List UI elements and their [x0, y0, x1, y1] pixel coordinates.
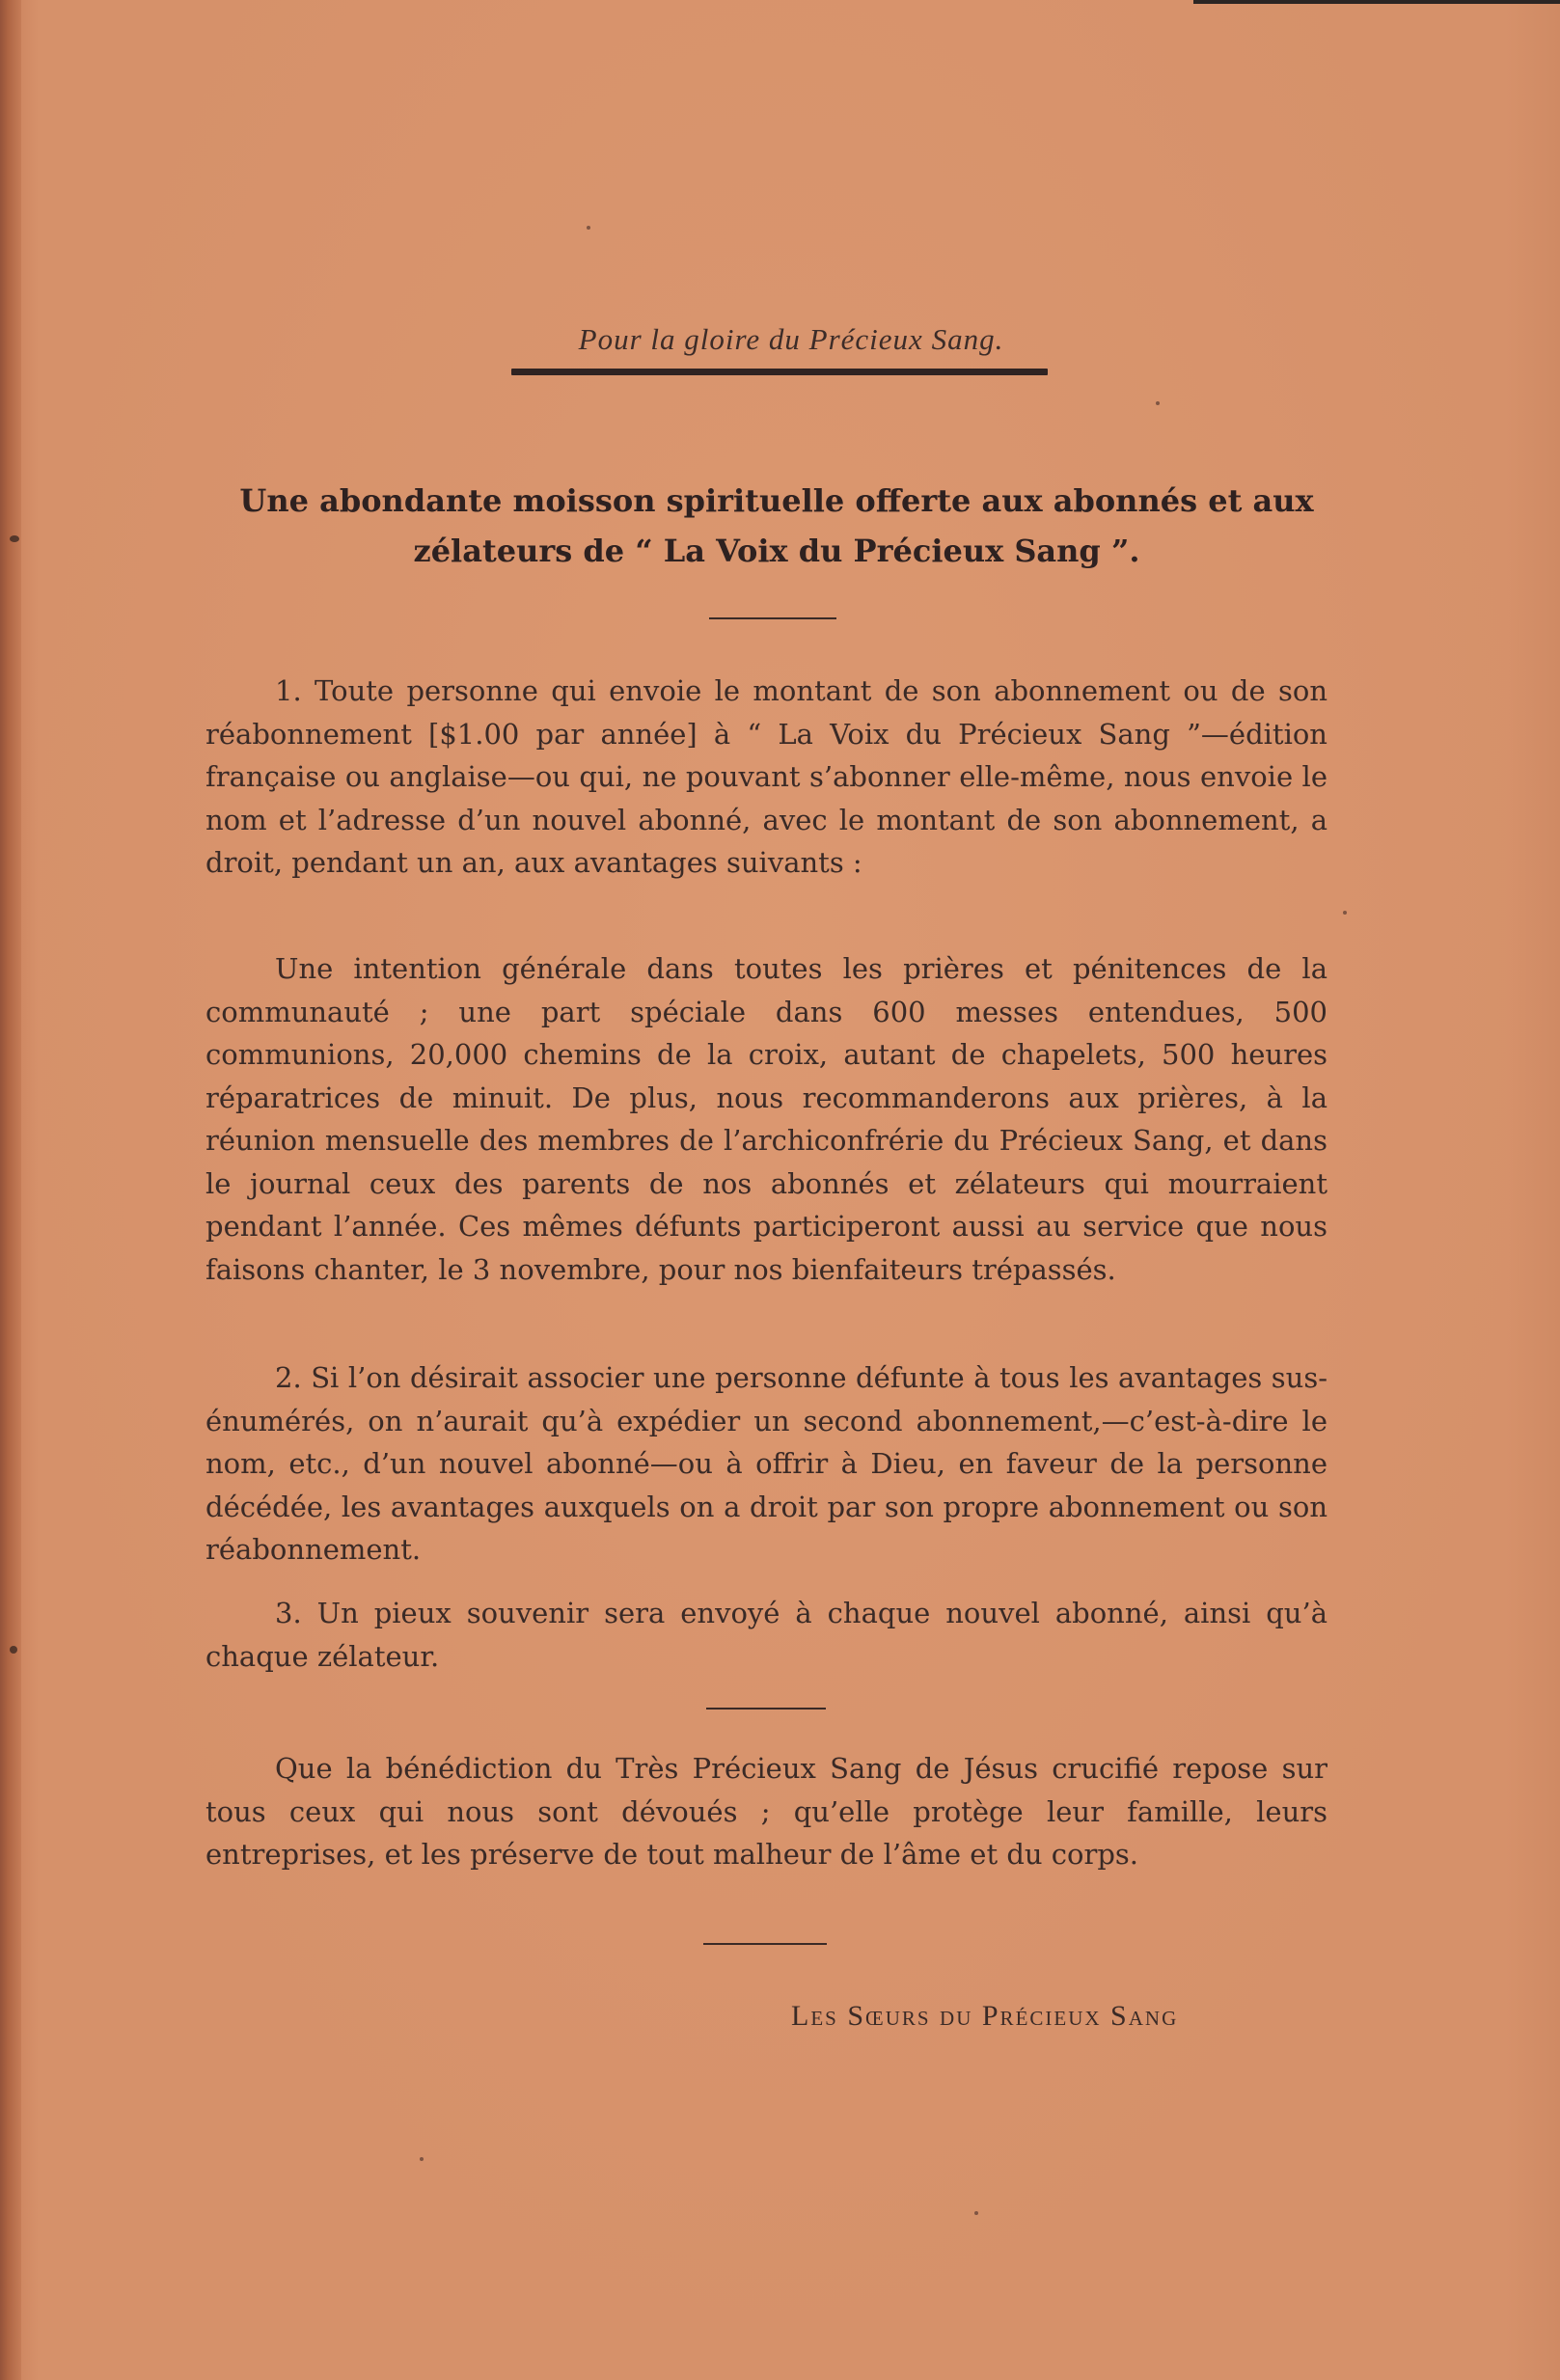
title-line-2: zélateurs de “ La Voix du Précieux Sang ”. [413, 533, 1140, 569]
paragraph-3: 2. Si l’on désirait associer une personne défunte à tous les avantages sus-énumérés, on n’aurait qu’à expédier un second abonnement,—c’est-à-dire le nom, etc., d’un nouvel abonné—ou à offrir à Dieu, en faveur de la personne décédée, les avantages auxquels on a droit par son propre abonnement ou son réabonnement. [205, 1361, 1327, 1566]
paper-speck [1156, 401, 1160, 405]
paragraph-1-block [205, 670, 1327, 885]
paragraph-2: Une intention générale dans toutes les prières et pénitences de la communauté ; une part spéciale dans 600 messes entendues, 500 communions, 20,000 chemins de la croix, autant de chapelets, 500 heures réparatrices de minuit. De plus, nous recommanderons aux prières, à la réunion mensuelle des membres de l’archiconfrérie du Précieux Sang, et dans le journal ceux des parents de nos abonnés et zélateurs qui mourraient pendant l’année. Ces mêmes défunts participeront aussi au service que nous faisons chanter, le 3 novembre, pour nos bienfaiteurs trépassés. [205, 952, 1327, 1286]
paper-speck [420, 2157, 424, 2161]
section-divider-3 [703, 1943, 827, 1945]
paragraph-5: Que la bénédiction du Très Précieux Sang de Jésus crucifié repose sur tous ceux qui nous sont dévoués ; qu’elle protège leur famille, leurs entreprises, et les préserve de tout malheur de l’âme et du corps. [205, 1752, 1327, 1871]
binding-mark [10, 535, 19, 542]
section-divider-2 [706, 1708, 826, 1710]
paper-speck [974, 2211, 978, 2215]
paragraph-4-block [205, 1592, 1327, 1678]
paper-speck [587, 226, 590, 230]
section-divider-1 [709, 617, 836, 619]
title-line-1: Une abondante moisson spirituelle offerte aux abonnés et aux [239, 482, 1314, 519]
paragraph-4: 3. Un pieux souvenir sera envoyé à chaque nouvel abonné, ainsi qu’à chaque zélateur. [205, 1597, 1327, 1673]
signature: Les Sœurs du Précieux Sang [791, 2000, 1179, 2032]
binding-mark [10, 1646, 17, 1654]
page-binding-edge [0, 0, 21, 2380]
document-title [222, 476, 1331, 576]
paragraph-3-block [205, 1356, 1327, 1572]
paragraph-1: 1. Toute personne qui envoie le montant de son abonnement ou de son réabonnement [$1.00 par année] à “ La Voix du Précieux Sang ”—édition française ou anglaise—ou qui, ne pouvant s’abonner elle-même, nous envoie le nom et l’adresse d’un nouvel abonné, avec le montant de son abonnement, a droit, pendant un an, aux avantages suivants : [205, 674, 1327, 879]
page-top-edge [1193, 0, 1560, 4]
paragraph-2-block [205, 947, 1327, 1291]
page-motto: Pour la gloire du Précieux Sang. [578, 322, 1004, 356]
paper-speck [1343, 911, 1347, 915]
motto-underline [511, 369, 1048, 375]
paragraph-5-block [205, 1747, 1327, 1876]
